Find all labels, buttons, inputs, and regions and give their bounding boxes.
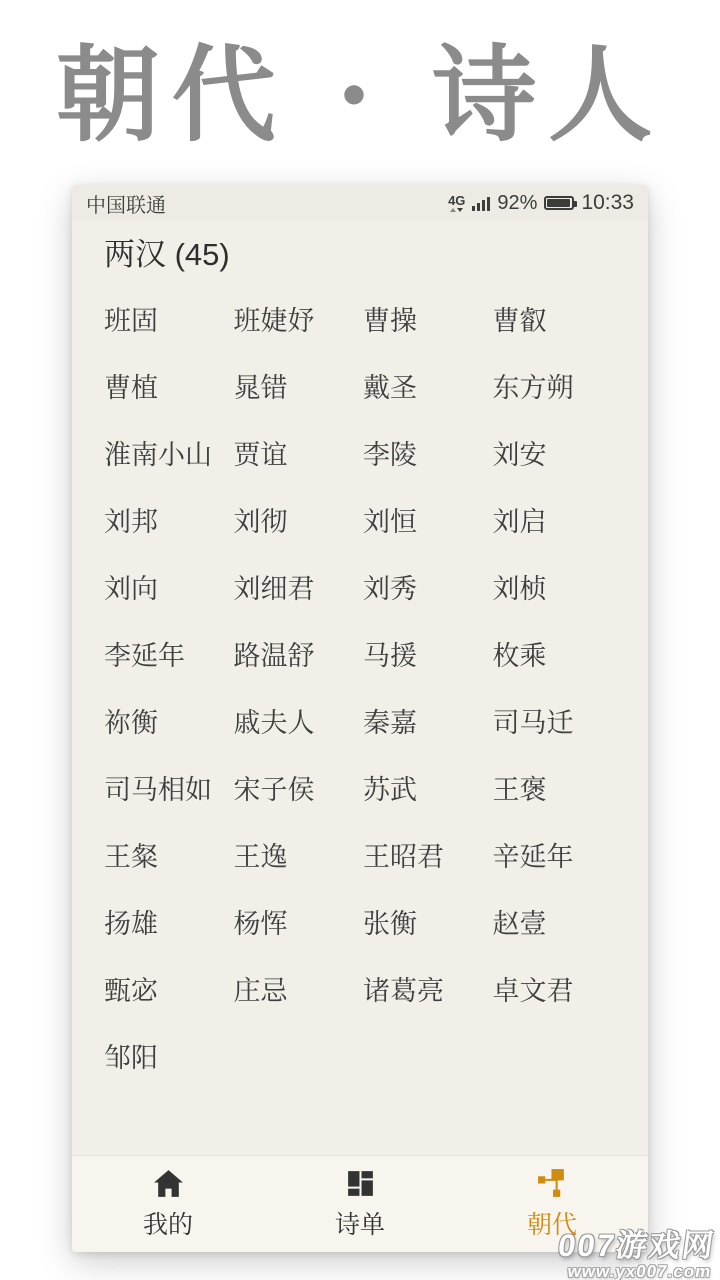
poet-item[interactable]: 李陵 <box>363 440 417 470</box>
tab-label: 朝代 <box>526 1211 577 1239</box>
tab-label: 我的 <box>142 1211 193 1239</box>
poet-item[interactable]: 曹叡 <box>492 306 547 336</box>
poet-item[interactable]: 扬雄 <box>104 909 158 939</box>
poet-item[interactable]: 张衡 <box>363 909 417 939</box>
tab-mine[interactable] <box>72 1156 264 1252</box>
watermark-url: www.yx007.com <box>566 1261 714 1280</box>
poet-item[interactable]: 王褒 <box>492 775 547 805</box>
poet-item[interactable]: 李延年 <box>104 641 185 671</box>
poet-item[interactable]: 班婕妤 <box>233 306 315 336</box>
poet-item[interactable]: 刘细君 <box>233 574 315 604</box>
poet-item[interactable]: 戴圣 <box>363 373 417 403</box>
poet-item[interactable]: 庄忌 <box>233 976 288 1006</box>
poet-item[interactable]: 马援 <box>363 641 417 671</box>
poet-item[interactable]: 枚乘 <box>492 641 547 671</box>
watermark-site: 007游戏网 <box>556 1227 718 1263</box>
poet-item[interactable]: 杨恽 <box>233 909 288 939</box>
poet-item[interactable]: 祢衡 <box>104 708 158 738</box>
poet-item[interactable]: 刘桢 <box>492 574 547 604</box>
poet-item[interactable]: 淮南小山 <box>104 440 212 470</box>
battery-percent: 92% <box>497 191 538 214</box>
poet-item[interactable]: 诸葛亮 <box>363 976 444 1006</box>
poet-item[interactable]: 曹操 <box>363 306 417 336</box>
poet-grid <box>72 285 648 1089</box>
poet-item[interactable]: 王粲 <box>104 842 158 872</box>
poet-item[interactable]: 秦嘉 <box>363 708 417 738</box>
poet-item[interactable]: 司马迁 <box>492 708 574 738</box>
section-header: 两汉 (45) <box>104 237 230 272</box>
battery-icon <box>544 196 574 210</box>
poet-item[interactable]: 赵壹 <box>492 909 547 939</box>
poet-item[interactable]: 邹阳 <box>104 1043 158 1073</box>
tab-poem-list[interactable] <box>264 1156 456 1252</box>
tab-label: 诗单 <box>334 1211 385 1239</box>
poet-item[interactable]: 王逸 <box>233 842 288 872</box>
poet-item[interactable]: 刘恒 <box>363 507 417 537</box>
poet-item[interactable]: 贾谊 <box>233 440 288 470</box>
poem-list-grid-icon <box>344 1167 377 1200</box>
poet-item[interactable]: 辛延年 <box>492 842 574 872</box>
network-type-icon: 4G <box>448 194 465 212</box>
poet-item[interactable]: 晁错 <box>233 373 288 403</box>
poet-item[interactable]: 刘向 <box>104 574 158 604</box>
home-icon <box>152 1167 185 1200</box>
poet-item[interactable]: 司马相如 <box>104 775 212 805</box>
poet-item[interactable]: 曹植 <box>104 373 158 403</box>
poet-item[interactable]: 王昭君 <box>363 842 444 872</box>
poet-item[interactable]: 刘启 <box>492 507 547 537</box>
poet-item[interactable]: 班固 <box>104 306 158 336</box>
poet-item[interactable]: 刘秀 <box>363 574 417 604</box>
dynasty-hierarchy-icon <box>536 1167 569 1200</box>
poet-item[interactable]: 宋子侯 <box>233 775 315 805</box>
signal-strength-icon <box>472 196 490 211</box>
poet-item[interactable]: 卓文君 <box>492 976 574 1006</box>
watermark <box>554 1227 718 1280</box>
phone-screen <box>72 185 648 1252</box>
poet-item[interactable]: 苏武 <box>363 775 417 805</box>
page-title: 朝代 · 诗人 <box>55 33 665 156</box>
clock: 10:33 <box>581 191 634 214</box>
status-bar <box>72 185 648 221</box>
poet-item[interactable]: 刘彻 <box>233 507 288 537</box>
poet-item[interactable]: 路温舒 <box>233 641 315 671</box>
poet-item[interactable]: 甄宓 <box>104 976 158 1006</box>
poet-item[interactable]: 刘邦 <box>104 507 158 537</box>
carrier-label: 中国联通 <box>86 194 166 217</box>
poet-item[interactable]: 戚夫人 <box>233 708 315 738</box>
poet-item[interactable]: 刘安 <box>492 440 547 470</box>
poet-item[interactable]: 东方朔 <box>492 373 574 403</box>
